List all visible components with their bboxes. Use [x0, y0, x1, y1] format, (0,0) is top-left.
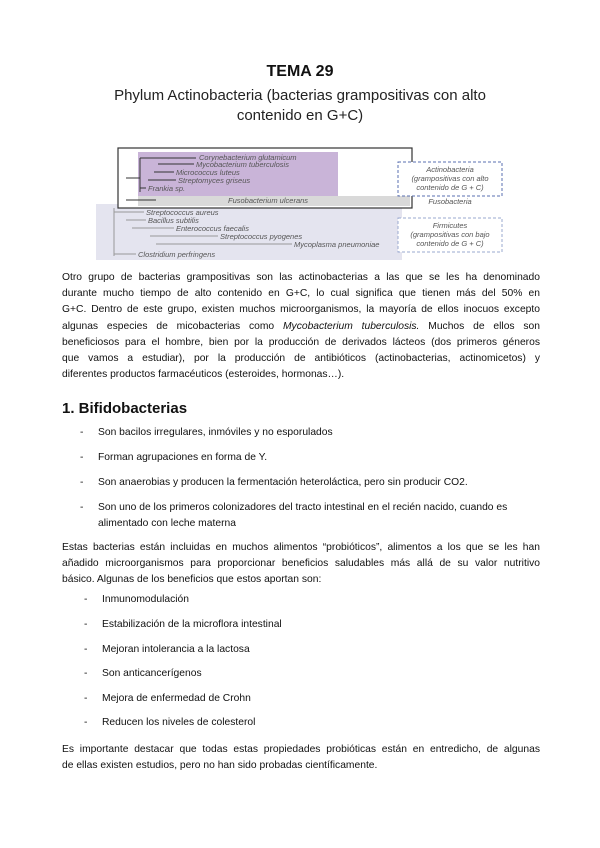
bullet-dash: -	[84, 619, 88, 630]
bullet-dash: -	[84, 594, 88, 605]
text-line: G+C. Dentro de este grupo, existen muchos microorganismos, la mayoría de ellos inocuos excepto	[62, 304, 540, 316]
bullet-dash: -	[80, 502, 84, 513]
text-line: básico. Algunas de los beneficios que estos aportan son:	[62, 574, 322, 586]
text-span: Muchos de ellos son	[419, 320, 540, 332]
text-span: algunas especies de micobacterias como	[62, 320, 283, 332]
text-line: beneficiosos para el hombre, bien por la producción de derivados lácteos (dos primeros géneros	[62, 336, 540, 348]
text-line	[62, 319, 540, 335]
species-label: Enterococcus faecalis	[176, 224, 249, 233]
text-line: que vamos a estudiar), por la producción de antibióticos (actinobacterias, actinomicetos) y	[62, 353, 540, 365]
species-label: Micrococcus luteus	[176, 168, 240, 177]
bullet-dash: -	[80, 452, 84, 463]
benefit-text: Mejoran intolerancia a la lactosa	[102, 644, 250, 655]
bullet-dash: -	[80, 427, 84, 438]
bullet-dash: -	[80, 477, 84, 488]
species-label: Bacillus subtilis	[148, 216, 199, 225]
page-title: TEMA 29	[266, 63, 334, 80]
intro-paragraph	[62, 270, 540, 383]
bullet-dash: -	[84, 717, 88, 728]
species-label: Frankia sp.	[148, 184, 186, 193]
probiotics-paragraph	[62, 540, 540, 589]
list-item-text: Son anaerobias y producen la fermentación heteroláctica, pero sin producir CO2.	[98, 477, 468, 488]
firmicutes-desc: contenido de G + C)	[416, 239, 484, 248]
species-label: Streptomyces griseus	[178, 176, 251, 185]
species-italic: Mycobacterium tuberculosis.	[282, 320, 420, 332]
actinobacteria-label: Actinobacteria	[426, 165, 474, 174]
benefit-text: Mejora de enfermedad de Crohn	[102, 693, 251, 704]
species-label: Corynebacterium glutamicum	[199, 153, 297, 162]
benefit-text: Estabilización de la microflora intestinal	[102, 619, 282, 630]
phylogenetic-tree-figure	[96, 142, 510, 260]
text-line: Estas bacterias están incluidas en muchos alimentos “probióticos”, alimentos a los que se les han	[62, 542, 540, 553]
list-item-text: alimentado con leche materna	[98, 518, 236, 529]
benefit-text: Inmunomodulación	[102, 594, 190, 605]
species-label: Fusobacterium ulcerans	[228, 196, 309, 205]
species-label: Streptococcus aureus	[146, 208, 219, 217]
fusobacteria-label: Fusobacteria	[428, 197, 472, 206]
species-label: Mycobacterium tuberculosis	[196, 160, 289, 169]
page-subtitle: Phylum Actinobacteria (bacterias grampositivas con alto contenido en G+C)	[114, 87, 486, 124]
bullet-dash: -	[84, 644, 88, 655]
firmicutes-label: Firmicutes	[432, 221, 468, 230]
text-line: durante mucho tiempo de alto contenido en G+C, lo cual significa que tienen más del 50% en	[62, 288, 540, 300]
text-line: Es importante destacar que todas estas propiedades probióticas están en entredicho, de algunas	[62, 744, 540, 755]
bullet-dash: -	[84, 693, 88, 704]
list-item-text: Forman agrupaciones en forma de Y.	[98, 452, 268, 463]
bullet-dash: -	[84, 668, 88, 679]
closing-paragraph	[62, 742, 540, 774]
benefit-text: Son anticancerígenos	[102, 668, 202, 679]
section-heading: 1. Bifidobacterias	[62, 400, 188, 417]
species-label: Streptococcus pyogenes	[220, 232, 303, 241]
text-line: de ellas existen estudios, pero no han sido probadas científicamente.	[62, 760, 378, 772]
text-line: Otro grupo de bacterias grampositivas son las actinobacterias a las que se les ha denominado	[62, 272, 540, 283]
list-item-text: Son bacilos irregulares, inmóviles y no esporulados	[98, 427, 333, 438]
text-line: diferentes productos farmacéuticos (esteroides, hormonas…).	[62, 369, 345, 381]
text-line: añadido microorganismos para proporcionar beneficios saludables más allá de su valor nutritivo	[62, 558, 540, 570]
actinobacteria-desc: (grampositivas con alto	[411, 174, 489, 183]
firmicutes-desc: (grampositivas con bajo	[410, 230, 490, 239]
species-label: Clostridium perfringens	[138, 250, 216, 259]
list-item-text: Son uno de los primeros colonizadores del tracto intestinal en el recién nacido, cuando es	[98, 502, 508, 513]
actinobacteria-desc: contenido de G + C)	[416, 183, 484, 192]
benefit-text: Reducen los niveles de colesterol	[102, 717, 256, 728]
species-label: Mycoplasma pneumoniae	[294, 240, 380, 249]
